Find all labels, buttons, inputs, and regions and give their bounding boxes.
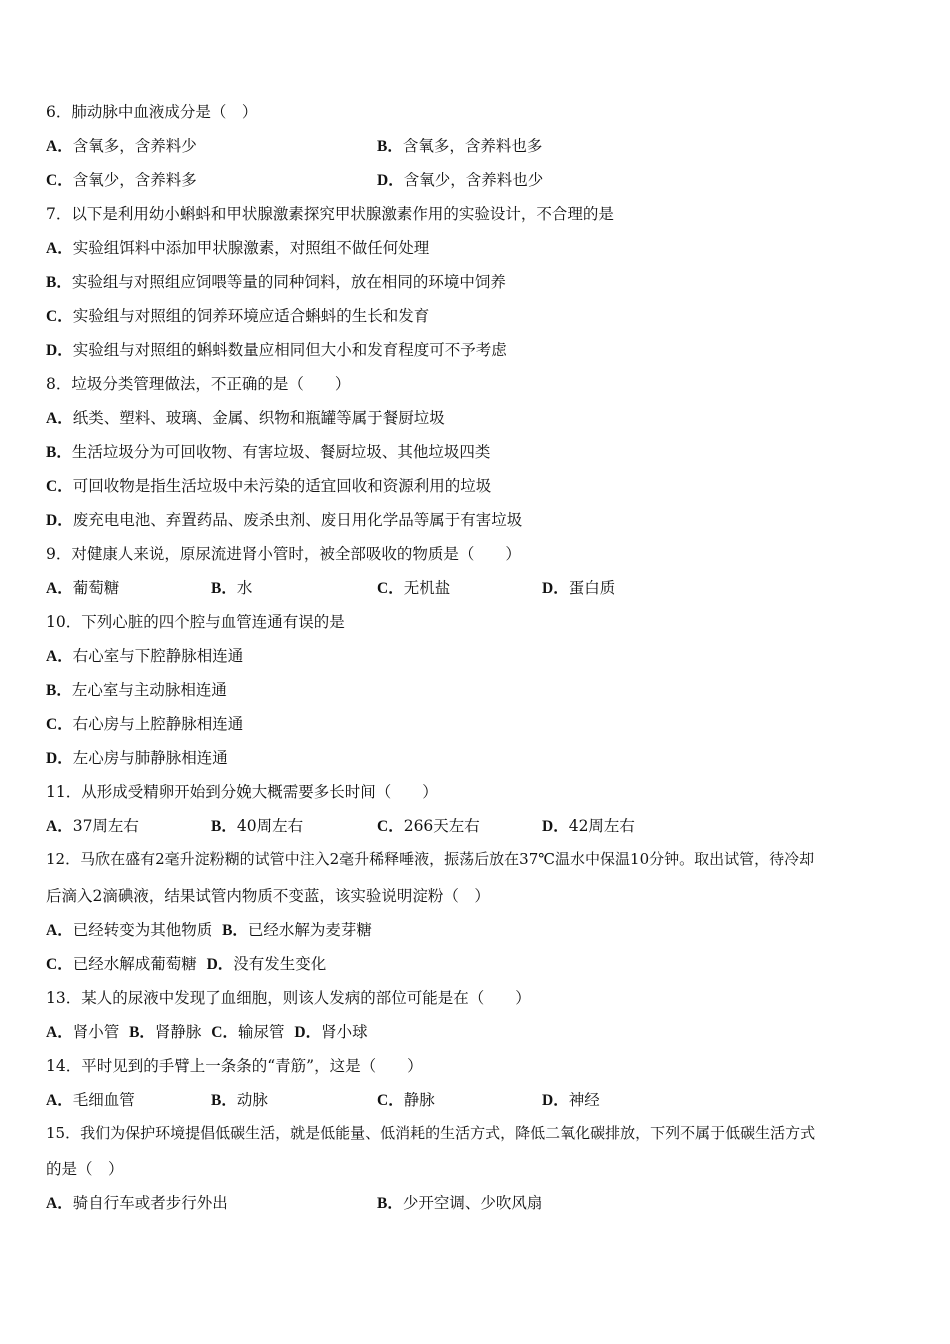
question-6-option-d: D．含氧少，含养料也少 <box>377 171 544 189</box>
question-15-stem-line-2: 的是（ ） <box>46 1160 124 1178</box>
question-11-option-c: C．266天左右 <box>377 817 480 835</box>
question-9-option-a: A．葡萄糖 <box>46 579 120 597</box>
question-7-option-b: B．实验组与对照组应饲喂等量的同种饲料，放在相同的环境中饲养 <box>46 273 506 291</box>
question-14-option-a: A．毛细血管 <box>46 1091 135 1109</box>
question-9-option-c: C．无机盐 <box>377 579 451 597</box>
question-6-option-a: A．含氧多，含养料少 <box>46 137 197 155</box>
question-14-option-c: C．静脉 <box>377 1091 435 1109</box>
question-7-option-a: A．实验组饵料中添加甲状腺激素，对照组不做任何处理 <box>46 239 430 257</box>
question-10-option-c: C．右心房与上腔静脉相连通 <box>46 715 244 733</box>
question-6-option-b: B．含氧多，含养料也多 <box>377 137 543 155</box>
question-6-option-c: C．含氧少，含养料多 <box>46 171 197 189</box>
question-10-option-d: D．左心房与肺静脉相连通 <box>46 749 228 767</box>
question-9-option-d: D．蛋白质 <box>542 579 616 597</box>
question-8-option-b: B．生活垃圾分为可回收物、有害垃圾、餐厨垃圾、其他垃圾四类 <box>46 443 491 461</box>
question-14-option-b: B．动脉 <box>211 1091 268 1109</box>
question-11-option-a: A．37周左右 <box>46 817 139 835</box>
question-8-option-c: C．可回收物是指生活垃圾中未污染的适宜回收和资源利用的垃圾 <box>46 477 492 495</box>
question-11-option-b: B．40周左右 <box>211 817 304 835</box>
question-10-option-b: B．左心室与主动脉相连通 <box>46 681 227 699</box>
question-12-options-ab: A．已经转变为其他物质 B．已经水解为麦芽糖 <box>46 921 372 939</box>
question-9-stem: 9．对健康人来说，原尿流进肾小管时，被全部吸收的物质是（ ） <box>46 545 521 563</box>
question-7-stem: 7．以下是利用幼小蝌蚪和甲状腺激素探究甲状腺激素作用的实验设计，不合理的是 <box>46 205 614 223</box>
question-14-stem: 14．平时见到的手臂上一条条的“青筋”，这是（ ） <box>46 1057 423 1075</box>
question-15-option-a: A．骑自行车或者步行外出 <box>46 1194 228 1212</box>
question-10-stem: 10．下列心脏的四个腔与血管连通有误的是 <box>46 613 345 631</box>
question-13-options: A．肾小管 B．肾静脉 C．输尿管 D．肾小球 <box>46 1023 368 1041</box>
question-11-stem: 11．从形成受精卵开始到分娩大概需要多长时间（ ） <box>46 783 438 801</box>
question-8-option-a: A．纸类、塑料、玻璃、金属、织物和瓶罐等属于餐厨垃圾 <box>46 409 445 427</box>
question-7-option-c: C．实验组与对照组的饲养环境应适合蝌蚪的生长和发育 <box>46 307 430 325</box>
question-12-options-cd: C．已经水解成葡萄糖 D．没有发生变化 <box>46 955 327 973</box>
question-13-stem: 13．某人的尿液中发现了血细胞，则该人发病的部位可能是在（ ） <box>46 989 531 1007</box>
question-7-option-d: D．实验组与对照组的蝌蚪数量应相同但大小和发育程度可不予考虑 <box>46 341 507 359</box>
question-8-option-d: D．废充电电池、弃置药品、废杀虫剂、废日用化学品等属于有害垃圾 <box>46 511 523 529</box>
question-15-option-b: B．少开空调、少吹风扇 <box>377 1194 543 1212</box>
question-15-stem-line-1: 15．我们为保护环境提倡低碳生活，就是低能量、低消耗的生活方式，降低二氧化碳排放，下列不属于低碳生活方式 <box>46 1124 816 1142</box>
question-6-stem: 6．肺动脉中血液成分是（ ） <box>46 103 258 121</box>
question-9-option-b: B．水 <box>211 579 253 597</box>
question-14-option-d: D．神经 <box>542 1091 600 1109</box>
question-12-stem-line-1: 12．马欣在盛有2毫升淀粉糊的试管中注入2毫升稀释唾液，振荡后放在37℃温水中保温10分钟。取出试管，待冷却 <box>46 850 815 868</box>
question-12-stem-line-2: 后滴入2滴碘液，结果试管内物质不变蓝，该实验说明淀粉（ ） <box>46 887 490 905</box>
question-8-stem: 8．垃圾分类管理做法，不正确的是（ ） <box>46 375 351 393</box>
question-11-option-d: D．42周左右 <box>542 817 635 835</box>
question-10-option-a: A．右心室与下腔静脉相连通 <box>46 647 244 665</box>
